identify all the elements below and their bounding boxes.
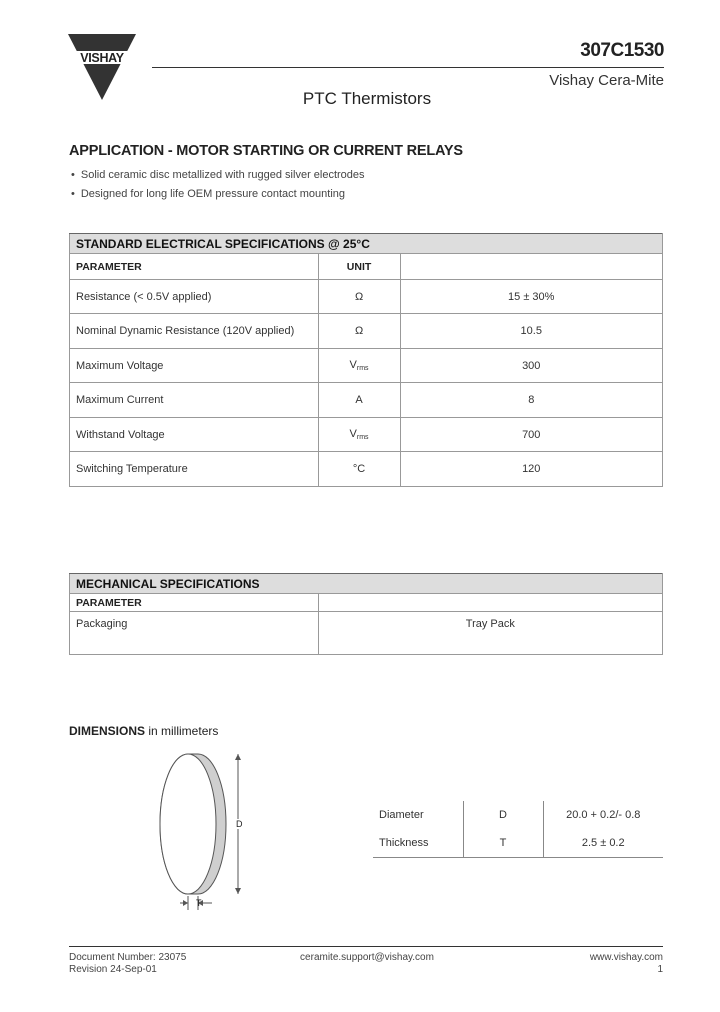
row-value: 8 [400, 383, 663, 418]
dimensions-title [69, 724, 218, 738]
table-row [70, 418, 663, 452]
col-parameter: PARAMETER [70, 254, 319, 280]
table-row [373, 829, 663, 858]
dimensions-title-rest: in millimeters [145, 724, 219, 738]
row-value: 300 [400, 349, 663, 383]
table-row [373, 801, 663, 829]
dim-name: Diameter [373, 801, 463, 829]
row-value: 10.5 [400, 314, 663, 349]
row-parameter: Maximum Voltage [70, 349, 319, 383]
unit-subscript: rms [356, 434, 369, 441]
col-parameter: PARAMETER [70, 594, 319, 612]
dimensions-title-bold: DIMENSIONS [69, 724, 146, 738]
feature-list [71, 166, 365, 204]
unit-symbol: A [355, 394, 363, 406]
row-value: Tray Pack [318, 612, 662, 655]
series-name: Vishay Cera-Mite [549, 72, 664, 89]
dim-value: 20.0 + 0.2/- 0.8 [566, 809, 641, 821]
page-title: PTC Thermistors [302, 89, 432, 108]
col-value [318, 594, 662, 612]
unit-symbol: V [349, 428, 357, 440]
dim-symbol: T [463, 829, 543, 858]
dimensions-table [373, 801, 663, 858]
header-rule [152, 67, 664, 68]
col-unit: UNIT [318, 254, 400, 280]
feature-item: • Solid ceramic disc metallized with rugged silver electrodes [71, 166, 365, 185]
feature-item: • Designed for long life OEM pressure contact mounting [71, 185, 365, 204]
table-row [70, 612, 663, 655]
footer-rule [69, 946, 663, 947]
row-parameter: Maximum Current [70, 383, 319, 418]
row-unit [318, 383, 400, 418]
row-unit [318, 418, 400, 452]
row-parameter: Resistance (< 0.5V applied) [70, 280, 319, 314]
row-parameter: Withstand Voltage [70, 418, 319, 452]
row-unit [318, 280, 400, 314]
row-unit [318, 452, 400, 487]
electrical-spec-title: STANDARD ELECTRICAL SPECIFICATIONS @ 25°C [70, 234, 663, 254]
page-number: 1 [657, 964, 663, 975]
application-title: APPLICATION - MOTOR STARTING OR CURRENT RELAYS [69, 143, 463, 159]
row-parameter: Nominal Dynamic Resistance (120V applied) [70, 314, 319, 349]
dim-symbol: D [463, 801, 543, 829]
unit-symbol: V [349, 359, 357, 371]
row-parameter: Packaging [70, 612, 319, 655]
mechanical-spec-table [69, 573, 663, 655]
disc-drawing [150, 748, 260, 918]
website-link[interactable]: www.vishay.com [589, 952, 663, 963]
footer-right [590, 952, 663, 976]
row-unit [318, 314, 400, 349]
unit-subscript: rms [356, 365, 369, 372]
mechanical-spec-title: MECHANICAL SPECIFICATIONS [70, 574, 663, 594]
table-row [70, 349, 663, 383]
col-value [400, 254, 663, 280]
document-number: Document Number: 23075 [69, 952, 187, 963]
dim-label-d: D [236, 819, 243, 829]
table-row [70, 314, 663, 349]
electrical-spec-table [69, 233, 663, 487]
row-parameter: Switching Temperature [70, 452, 319, 487]
unit-symbol: Ω [354, 325, 364, 337]
row-unit [318, 349, 400, 383]
row-value: 700 [400, 418, 663, 452]
table-row [70, 383, 663, 418]
row-value: 15 ± 30% [400, 280, 663, 314]
support-email[interactable]: ceramite.support@vishay.com [300, 952, 434, 963]
dim-value: 2.5 ± 0.2 [543, 829, 663, 858]
table-row [70, 452, 663, 487]
row-value: 120 [400, 452, 663, 487]
unit-symbol: °C [352, 463, 366, 475]
table-row [70, 280, 663, 314]
logo-text: VISHAY [80, 51, 124, 65]
dim-name: Thickness [373, 829, 463, 858]
revision: Revision 24-Sep-01 [69, 964, 157, 975]
dim-label-t: T [196, 898, 202, 908]
unit-symbol: Ω [354, 290, 364, 303]
part-number: 307C1530 [580, 40, 664, 61]
